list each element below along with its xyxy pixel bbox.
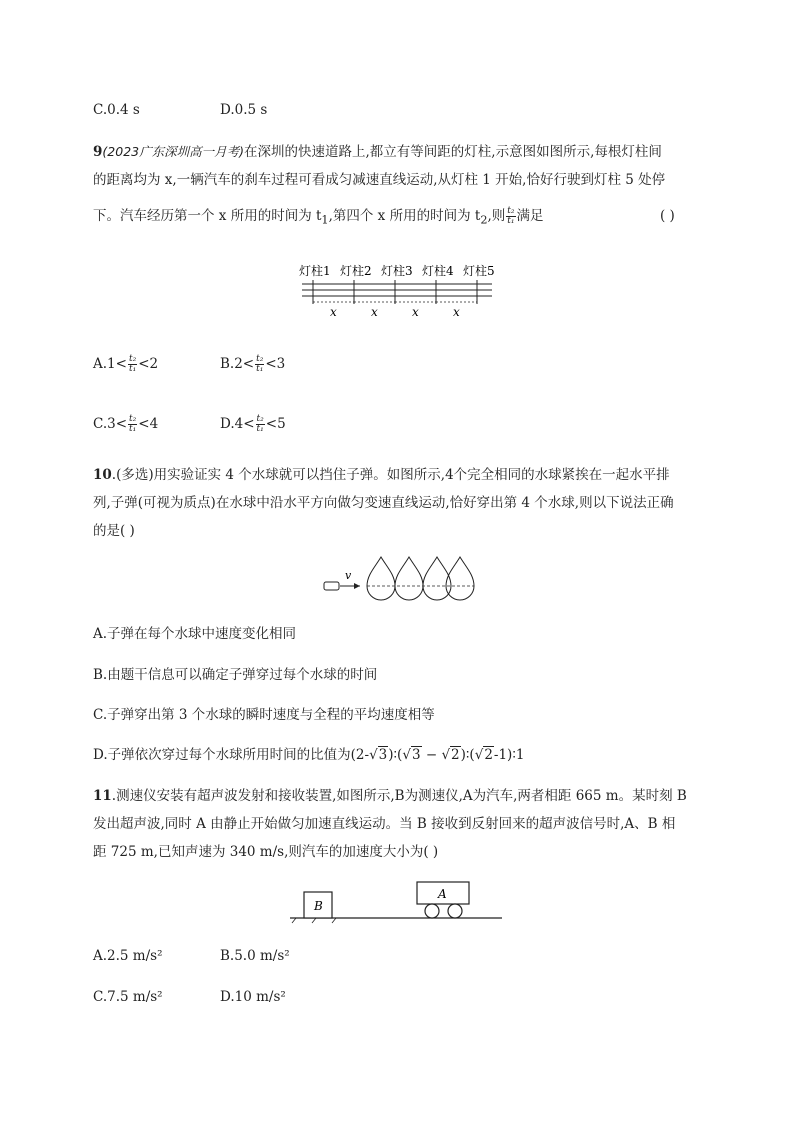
- q9-text-1: 在深圳的快速道路上,都立有等间距的灯柱,示意图如图所示,每根灯柱间: [243, 144, 662, 160]
- q9-lamppost-figure: [296, 260, 501, 322]
- q9-text-3d: 满足: [516, 208, 544, 224]
- car-wheel-front: [448, 904, 462, 918]
- q9-source: (2023广东深圳高一月考): [102, 144, 244, 159]
- q9-option-d: D.4< $\frac{\text{t₂}}{\text{t₁}}$ <5: [220, 414, 286, 434]
- q9-option-b: B.2< $\frac{\text{t₂}}{\text{t₁}}$ <3: [220, 354, 286, 374]
- q11-line-3: 距 725 m,已知声速为 340 m/s,则汽车的加速度大小为( ): [93, 844, 439, 860]
- option-fraction: $\frac{\text{t₂}}{\text{t₁}}$: [128, 354, 137, 374]
- q10-number: 10: [93, 467, 112, 483]
- option-fraction: $\frac{\text{t₂}}{\text{t₁}}$: [256, 414, 264, 434]
- q9-line-3: [93, 206, 544, 231]
- q9-option-c: C.3< $\frac{\text{t₂}}{\text{t₁}}$ <4: [93, 414, 159, 434]
- q11-text-1: .测速仪安装有超声波发射和接收装置,如图所示,B为测速仪,A为汽车,两者相距 665 m。某时刻 B: [111, 788, 687, 804]
- q10-line-3: 的是( ): [93, 523, 135, 539]
- lamppost-label-1: 灯柱1: [299, 264, 331, 278]
- q11-speed-meter-figure: [286, 878, 506, 926]
- spacing-label-4: x: [453, 305, 460, 319]
- q11-line-1: [93, 786, 687, 806]
- q9-answer-paren: ( ): [660, 208, 675, 224]
- lamppost-label-4: 灯柱4: [422, 264, 454, 278]
- car-wheel-rear: [425, 904, 439, 918]
- q8-option-c: C.0.4 s: [93, 102, 140, 118]
- velocity-label: v: [345, 569, 352, 582]
- q9-line-2: 的距离均为 x,一辆汽车的刹车过程可看成匀减速直线运动,从灯柱 1 开始,恰好行驶到灯柱 5 处停: [93, 172, 666, 188]
- q10-water-balls-figure: [320, 555, 475, 607]
- spacing-label-2: x: [371, 305, 378, 319]
- q9-text-3a: 下。汽车经历第一个 x 所用的时间为 t: [93, 208, 322, 224]
- q11-line-2: 发出超声波,同时 A 由静止开始做匀加速直线运动。当 B 接收到反射回来的超声波信号时,A、B 相: [93, 816, 676, 832]
- q9-ratio-fraction: [506, 207, 515, 226]
- q10-option-d: D.子弹依次穿过每个水球所用时间的比值为(2-√3)∶(√3 − √2)∶(√2-1)∶1: [93, 747, 525, 763]
- q8-option-d: D.0.5 s: [220, 102, 268, 118]
- q11-option-d: D.10 m/s²: [220, 989, 286, 1005]
- q9-text-3c: ,则: [487, 208, 506, 224]
- bullet-shape: [324, 582, 339, 590]
- ground-hatch: [312, 918, 316, 923]
- fraction-numerator: t₂: [507, 206, 515, 216]
- ground-hatch: [332, 918, 336, 923]
- label-b: B: [314, 899, 323, 913]
- q9-line-1: [93, 142, 662, 162]
- fraction-denominator: t₁: [507, 216, 515, 226]
- q10-option-a: A.子弹在每个水球中速度变化相同: [93, 626, 297, 642]
- option-fraction: $\frac{\text{t₂}}{\text{t₁}}$: [129, 414, 137, 434]
- q9-option-a: A.1< $\frac{\text{t₂}}{\text{t₁}}$ <2: [93, 354, 159, 374]
- q10-option-b: B.由题干信息可以确定子弹穿过每个水球的时间: [93, 667, 378, 683]
- q9-sub-1: 1: [321, 213, 329, 227]
- q10-text-1: .(多选)用实验证实 4 个水球就可以挡住子弹。如图所示,4个完全相同的水球紧挨在一起水平排: [111, 467, 670, 483]
- ground-hatch: [292, 918, 296, 923]
- q10-line-2: 列,子弹(可视为质点)在水球中沿水平方向做匀变速直线运动,恰好穿出第 4 个水球,则以下说法正确: [93, 495, 674, 511]
- lamppost-label-2: 灯柱2: [340, 264, 372, 278]
- water-ball-1: [367, 557, 395, 600]
- q9-text-3b: ,第四个 x 所用的时间为 t: [328, 208, 481, 224]
- lamppost-label-5: 灯柱5: [463, 264, 495, 278]
- q9-number: 9: [93, 144, 103, 160]
- q9-sub-2: 2: [480, 213, 488, 227]
- q10-option-c: C.子弹穿出第 3 个水球的瞬时速度与全程的平均速度相等: [93, 707, 435, 723]
- q11-option-c: C.7.5 m/s²: [93, 989, 163, 1005]
- water-ball-2: [395, 557, 423, 600]
- velocity-arrowhead: [354, 583, 360, 589]
- q11-option-a: A.2.5 m/s²: [93, 948, 163, 964]
- option-fraction: $\frac{\text{t₂}}{\text{t₁}}$: [256, 354, 264, 374]
- q11-number: 11: [93, 788, 112, 804]
- lamppost-label-3: 灯柱3: [381, 264, 413, 278]
- q10-line-1: [93, 465, 670, 485]
- spacing-label-1: x: [330, 305, 337, 319]
- label-a: A: [438, 887, 447, 901]
- spacing-label-3: x: [412, 305, 419, 319]
- q11-option-b: B.5.0 m/s²: [220, 948, 290, 964]
